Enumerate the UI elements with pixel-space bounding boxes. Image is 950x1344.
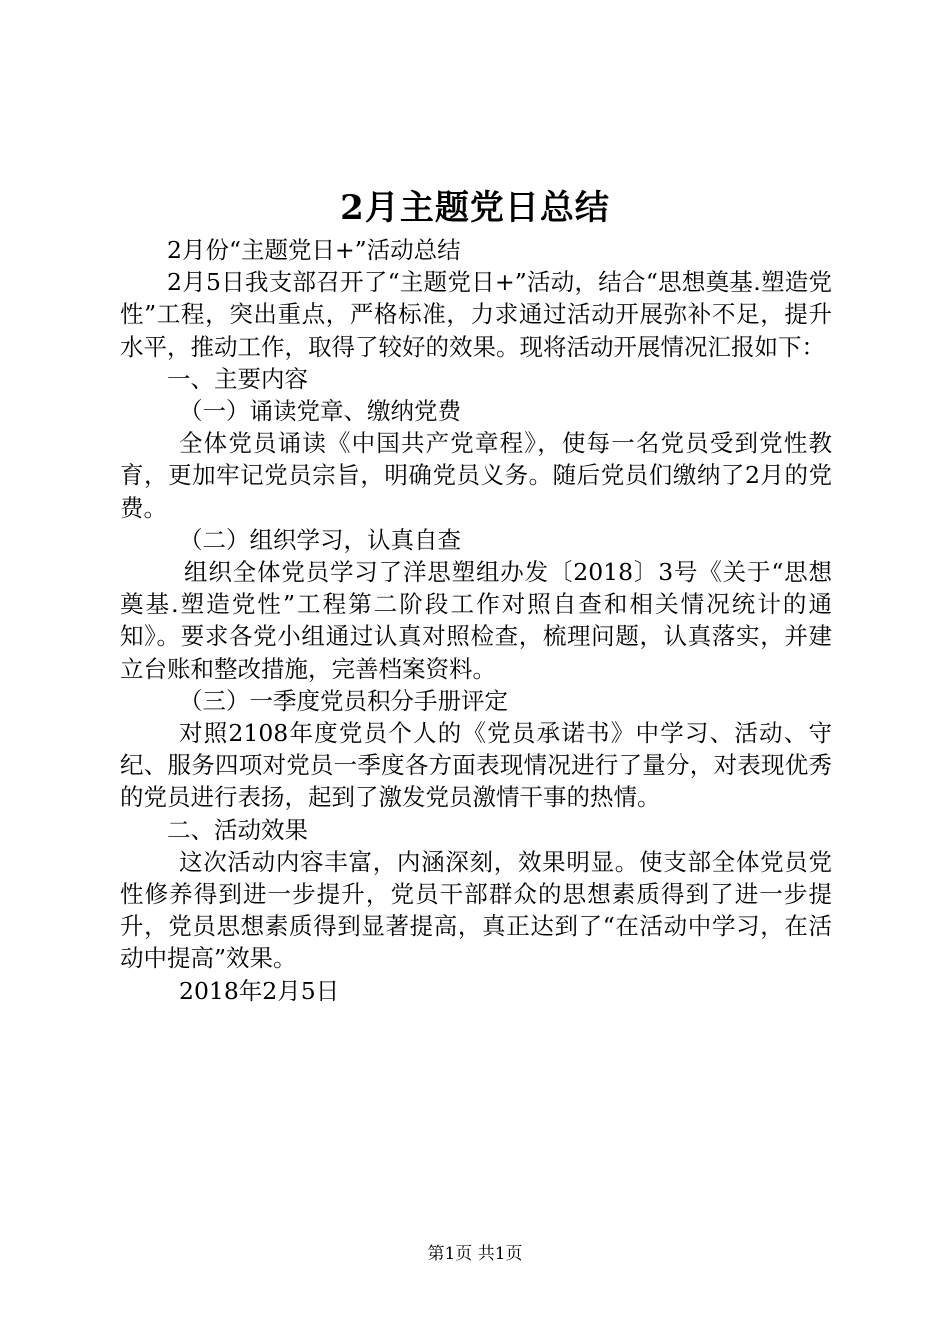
section-heading-main-content: 一、主要内容 bbox=[167, 364, 308, 393]
subsection-body-2: 组织全体党员学习了洋思塑组办发〔2018〕3号《关于“思想奠基.塑造党性”工程第二阶段工作对照自查和相关情况统计的通知》。要求各党小组通过认真对照检查，梳理问题，认真落实，并建立台账和整改措施，完善档案资料。 bbox=[120, 558, 832, 683]
document-body bbox=[120, 234, 832, 1007]
intro-paragraph: 2月5日我支部召开了“主题党日+”活动，结合“思想奠基.塑造党性”工程，突出重点，严格标准，力求通过活动开展弥补不足，提升水平，推动工作，取得了较好的效果。现将活动开展情况汇报如下： bbox=[120, 268, 832, 361]
subtitle-paragraph: 2月份“主题党日+”活动总结 bbox=[167, 236, 461, 264]
section-heading-effect: 二、活动效果 bbox=[167, 815, 308, 844]
effect-paragraph: 这次活动内容丰富，内涵深刻，效果明显。使支部全体党员党性修养得到进一步提升，党员干部群众的思想素质得到了进一步提升，党员思想素质得到显著提高，真正达到了“在活动中学习，在活动中提高”效果。 bbox=[120, 847, 832, 973]
subsection-heading-2: （二）组织学习，认真自查 bbox=[179, 525, 461, 554]
document-title: 2月主题党日总结 bbox=[340, 188, 610, 228]
subsection-body-3: 对照2108年度党员个人的《党员承诺书》中学习、活动、守纪、服务四项对党员一季度各方面表现情况进行了量分，对表现优秀的党员进行表扬，起到了激发党员激情干事的热情。 bbox=[120, 719, 832, 812]
date-line: 2018年2月5日 bbox=[179, 976, 340, 1005]
subsection-heading-3: （三）一季度党员积分手册评定 bbox=[179, 686, 508, 715]
page-footer: 第1页 共1页 bbox=[427, 1244, 523, 1264]
subsection-body-1: 全体党员诵读《中国共产党章程》，使每一名党员受到党性教育，更加牢记党员宗旨，明确党员义务。随后党员们缴纳了2月的党费。 bbox=[120, 429, 832, 522]
subsection-heading-1: （一）诵读党章、缴纳党费 bbox=[179, 397, 461, 426]
